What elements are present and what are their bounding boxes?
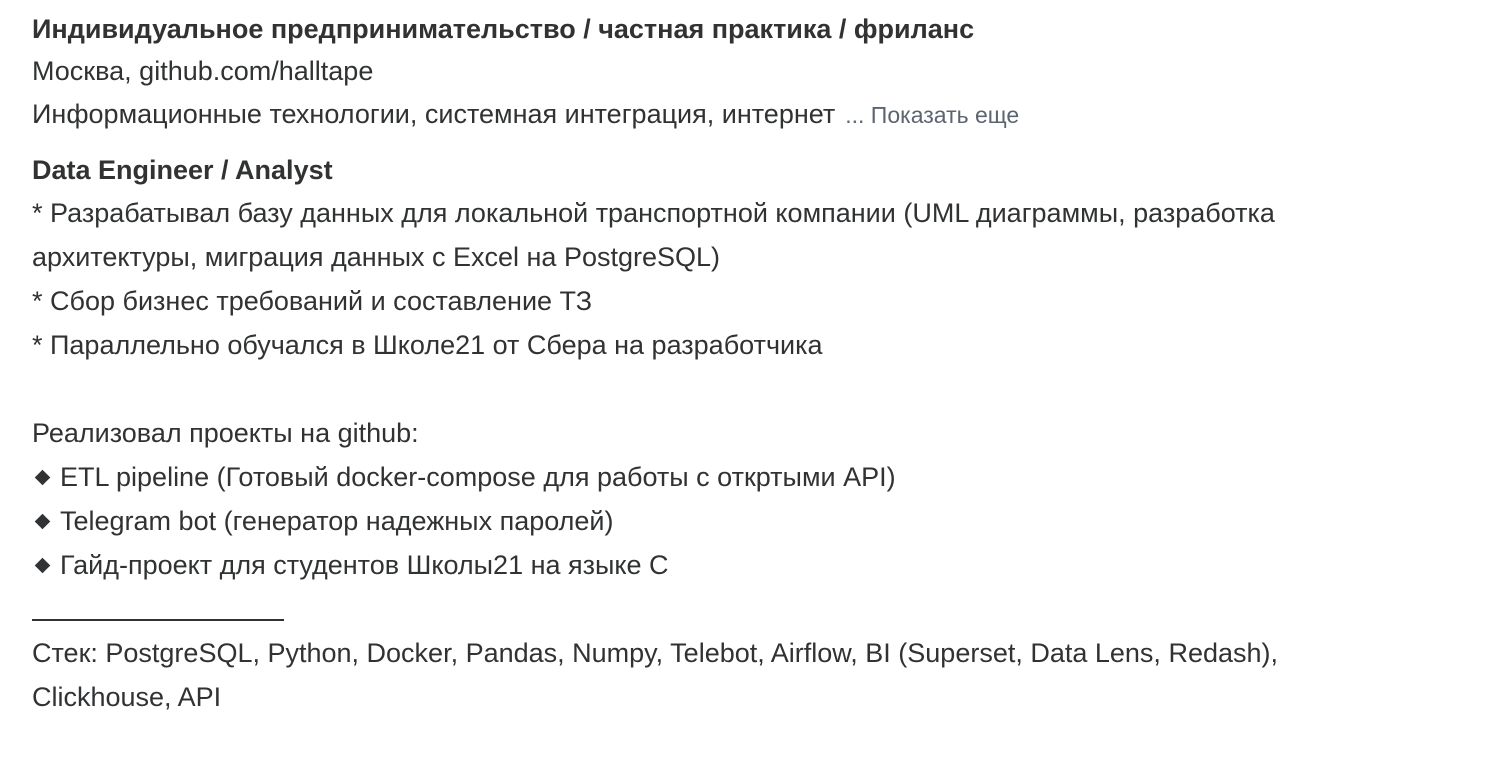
description-line: * Разрабатывал базу данных для локальной транспортной компании (UML диаграммы, разработка: [32, 198, 1275, 228]
industry-row: [32, 93, 1472, 137]
description-line: * Параллельно обучался в Школе21 от Сбера на разработчика: [32, 330, 823, 360]
projects-heading: Реализовал проекты на github:: [32, 418, 419, 448]
project-item: [32, 543, 1472, 587]
divider: [32, 587, 1472, 631]
job-description: [32, 191, 1472, 719]
description-line: * Сбор бизнес требований и составление ТЗ: [32, 286, 593, 316]
project-label: ETL pipeline (Готовый docker-compose для работы с откртыми API): [60, 462, 896, 492]
experience-entry: [32, 8, 1472, 719]
stack-line: Clickhouse, API: [32, 682, 222, 712]
company-location: Москва, github.com/halltape: [32, 56, 374, 86]
company-industry: Информационные технологии, системная интеграция, интернет: [32, 99, 836, 129]
blank-line: [32, 367, 1472, 411]
diamond-bullet-icon: [35, 513, 51, 529]
description-line: архитектуры, миграция данных с Excel на PostgreSQL): [32, 242, 721, 272]
diamond-bullet-icon: [35, 557, 51, 573]
project-item: [32, 455, 1472, 499]
project-item: [32, 499, 1472, 543]
show-more-link[interactable]: ... Показать еще: [845, 102, 1020, 128]
position-title: Data Engineer / Analyst: [32, 155, 333, 185]
company-name: Индивидуальное предпринимательство / частная практика / фриланс: [32, 14, 975, 44]
project-label: Telegram bot (генератор надежных паролей): [60, 506, 614, 536]
project-label: Гайд-проект для студентов Школы21 на языке С: [60, 550, 669, 580]
diamond-bullet-icon: [35, 469, 51, 485]
stack-line: Стек: PostgreSQL, Python, Docker, Pandas, Numpy, Telebot, Airflow, BI (Superset, Data Lens, Redash),: [32, 638, 1278, 668]
